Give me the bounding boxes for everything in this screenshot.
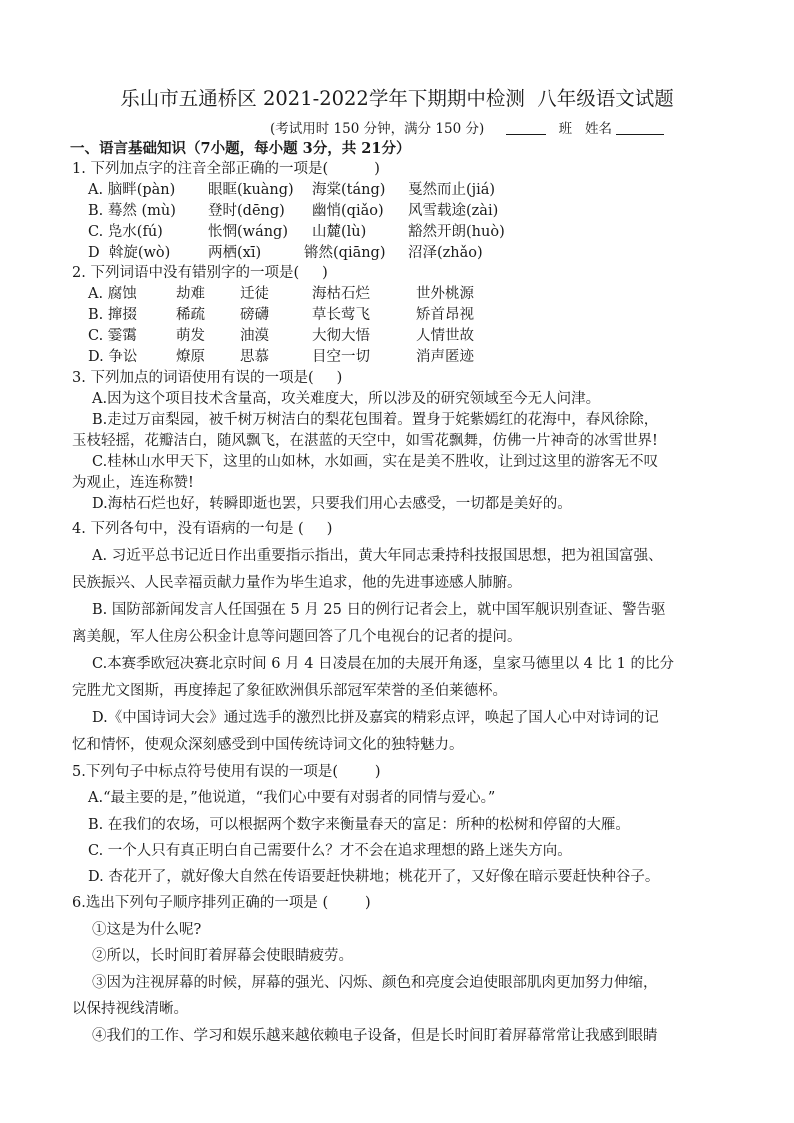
question-3-line: D.海枯石烂也好，转瞬即逝也罢，只要我们用心去感受，一切都是美好的。 xyxy=(92,496,572,512)
name-blank xyxy=(616,120,664,135)
option-text: 眼眶(kuàng) xyxy=(208,182,294,198)
question-5-line: A.“最主要的是，”他说道，“我们心中要有对弱者的同情与爱心。” xyxy=(88,790,496,806)
option-text: 世外桃源 xyxy=(416,286,474,302)
option-text: A. 脑畔(pàn) xyxy=(88,182,176,198)
question-4-line: 离美舰，军人住房公积金计息等问题回答了几个电视台的记者的提问。 xyxy=(72,629,522,645)
option-text: 沼泽(zhǎo) xyxy=(408,245,483,261)
question-4-line: 民族振兴、人民幸福贡献力量作为毕生追求，他的先进事迹感人肺腑。 xyxy=(72,575,522,591)
section-heading: 一、语言基础知识（7小题，每小题 3分，共 21分） xyxy=(70,140,411,157)
question-4-line: C.本赛季欧冠决赛北京时间 6 月 4 日凌晨在加的夫展开角逐，皇家马德里以 4 比 1 的比分 xyxy=(92,656,674,672)
question-3-stem: 3. 下列加点的词语使用有误的一项是( ) xyxy=(72,370,343,386)
question-4-line: 完胜尤文图斯，再度捧起了象征欧洲俱乐部冠军荣誉的圣伯莱德杯。 xyxy=(72,683,507,699)
question-3-line: 玉枝轻摇，花瓣洁白，随风飘飞，在湛蓝的天空中，如雪花飘舞，仿佛一片神奇的冰雪世界! xyxy=(72,433,658,449)
option-text: 劫难 xyxy=(176,286,205,302)
name-label: 姓名 xyxy=(584,121,612,137)
exam-info-line xyxy=(270,120,664,138)
option-text: 两栖(xī) xyxy=(208,245,262,261)
question-2-stem: 2. 下列词语中没有错别字的一项是( ) xyxy=(72,265,328,281)
class-label: 班 xyxy=(558,121,573,137)
option-text: A. 腐蚀 xyxy=(88,286,137,302)
option-text: 怅惘(wáng) xyxy=(208,224,288,240)
question-3-line: C.桂林山水甲天下，这里的山如林，水如画，实在是美不胜收，让到过这里的游客无不叹 xyxy=(92,454,659,470)
option-text: 燎原 xyxy=(176,349,205,365)
question-5-stem: 5.下列句子中标点符号使用有误的一项是( ) xyxy=(72,764,381,780)
option-text: 戛然而止(jiá) xyxy=(408,182,496,198)
option-text: 稀疏 xyxy=(176,307,205,323)
option-text: 目空一切 xyxy=(312,349,370,365)
question-3-line: B.走过万亩梨园，被千树万树洁白的梨花包围着。置身于姹紫嫣红的花海中，春风徐除， xyxy=(92,412,659,428)
option-text: 矫首昂视 xyxy=(416,307,474,323)
option-text: C. 霎霭 xyxy=(88,328,137,344)
question-1-stem: 1. 下列加点字的注音全部正确的一项是( ) xyxy=(72,161,380,177)
question-5-line: C. 一个人只有真正明白自己需要什么？才不会在追求理想的路上迷失方向。 xyxy=(88,843,572,859)
option-text: 迁徒 xyxy=(240,286,269,302)
option-text: 幽悄(qiǎo) xyxy=(312,203,384,219)
question-4-line: A. 习近平总书记近日作出重要指示指出，黄大年同志秉持科技报国思想，把为祖国富强、 xyxy=(92,548,663,564)
question-6-line: 以保持视线清晰。 xyxy=(72,1001,188,1017)
question-4-line: D.《中国诗词大会》通过选手的激烈比拼及嘉宾的精彩点评，唤起了国人心中对诗词的记 xyxy=(92,710,659,726)
option-text: 思慕 xyxy=(240,349,269,365)
option-text: 大彻大悟 xyxy=(312,328,370,344)
option-text: 海枯石烂 xyxy=(312,286,370,302)
option-text: B. 撺掇 xyxy=(88,307,137,323)
option-text: 草长莺飞 xyxy=(312,307,370,323)
question-4-stem: 4. 下列各句中，没有语病的一句是 ( ) xyxy=(72,521,333,537)
question-5-line: D. 杏花开了，就好像大自然在传语要赶快耕地；桃花开了，又好像在暗示要赶快种谷子。 xyxy=(88,869,660,885)
option-text: C. 凫水(fú) xyxy=(88,224,163,240)
option-text: 风雪载途(zài) xyxy=(408,203,499,219)
question-3-line: A.因为这个项目技术含量高，攻关难度大，所以涉及的研究领域至今无人问津。 xyxy=(92,391,601,407)
question-6-line: ②所以，长时间盯着屏幕会使眼睛疲劳。 xyxy=(92,948,353,964)
option-text: 萌发 xyxy=(176,328,205,344)
option-text: D. 争讼 xyxy=(88,349,138,365)
exam-title: 乐山市五通桥区 2021-2022学年下期期中检测 八年级语文试题 xyxy=(120,87,674,110)
option-text: 人情世故 xyxy=(416,328,474,344)
option-text: D 斡旋(wò) xyxy=(88,245,171,261)
question-4-line: B. 国防部新闻发言人任国强在 5 月 25 日的例行记者会上，就中国军舰识别查证、警告驱 xyxy=(92,602,666,618)
question-6-line: ③因为注视屏幕的时候，屏幕的强光、闪烁、颜色和亮度会迫使眼部肌肉更加努力伸缩， xyxy=(92,975,658,991)
question-6-line: ①这是为什么呢? xyxy=(92,922,202,938)
option-text: 消声匿迹 xyxy=(416,349,474,365)
question-5-line: B. 在我们的农场，可以根据两个数字来衡量春天的富足：所种的松树和停留的大雁。 xyxy=(88,817,630,833)
option-text: 山麓(lù) xyxy=(312,224,367,240)
question-6-stem: 6.选出下列句子顺序排列正确的一项是 ( ) xyxy=(72,895,371,911)
option-text: B. 蓦然 (mù) xyxy=(88,203,176,219)
question-3-line: 为观止，连连称赞! xyxy=(72,475,194,491)
option-text: 登时(dēng) xyxy=(208,203,285,219)
question-6-line: ④我们的工作、学习和娱乐越来越依赖电子设备，但是长时间盯着屏幕常常让我感到眼睛 xyxy=(92,1028,658,1044)
class-blank xyxy=(506,120,546,135)
option-text: 锵然(qiāng) xyxy=(304,245,386,261)
option-text: 磅礴 xyxy=(240,307,269,323)
option-text: 豁然开朗(huò) xyxy=(408,224,505,240)
exam-duration-score: (考试用时 150 分钟，满分 150 分) xyxy=(270,121,485,137)
question-4-line: 忆和情怀，使观众深刻感受到中国传统诗词文化的独特魅力。 xyxy=(72,737,464,753)
option-text: 油漠 xyxy=(240,328,269,344)
option-text: 海棠(táng) xyxy=(312,182,386,198)
